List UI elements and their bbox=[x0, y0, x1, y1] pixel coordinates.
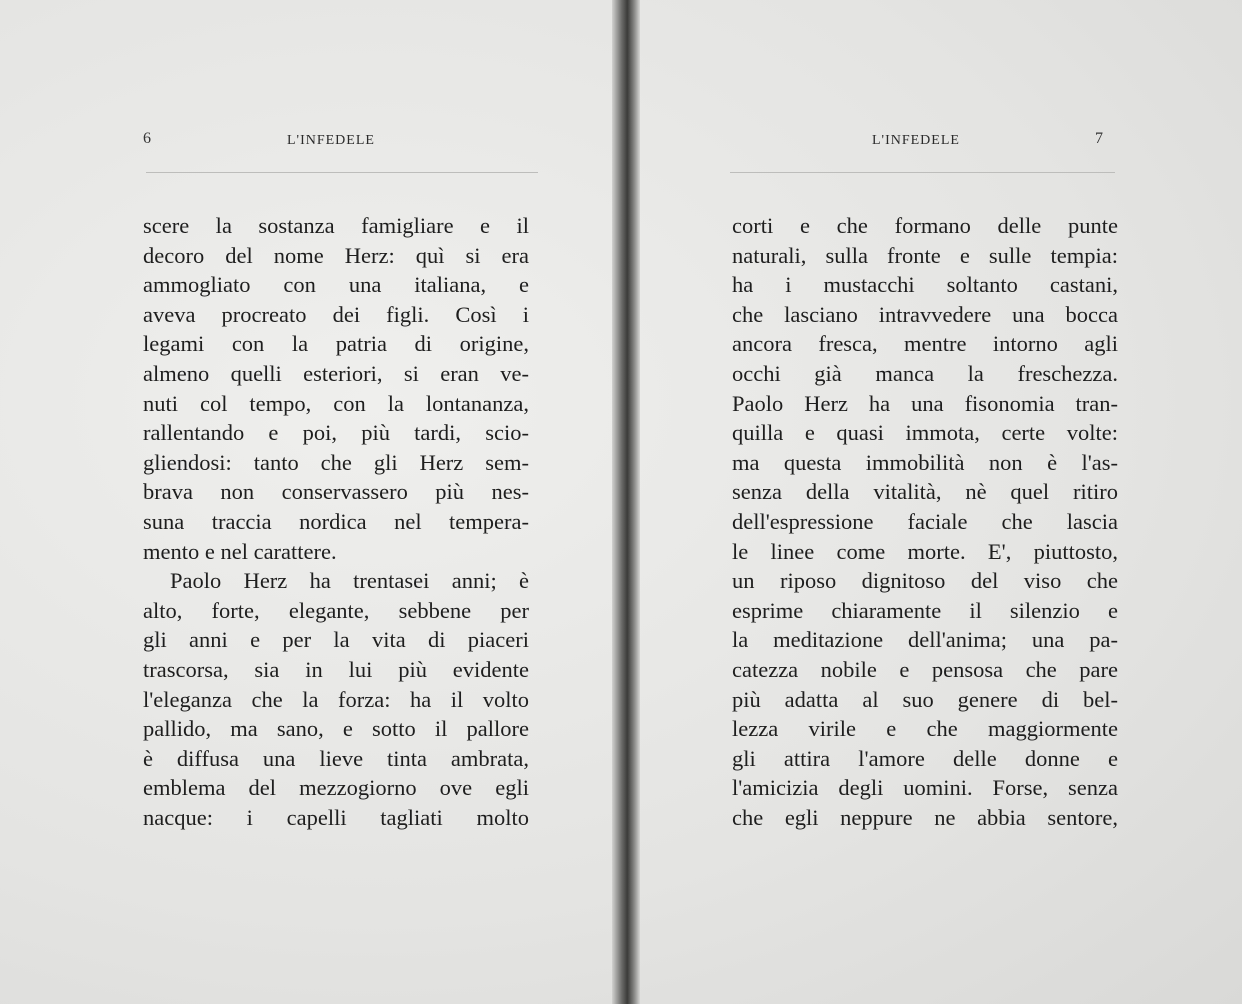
right-page bbox=[640, 0, 1242, 1004]
text-line: ancora fresca, mentre intorno agli bbox=[732, 331, 1118, 357]
text-line: un riposo dignitoso del viso che bbox=[732, 568, 1118, 594]
book-gutter bbox=[612, 0, 640, 1004]
text-line: l'eleganza che la forza: ha il volto bbox=[143, 686, 529, 712]
text-line: almeno quelli esteriori, si eran ve- bbox=[143, 360, 529, 386]
text-line: più adatta al suo genere di bel- bbox=[732, 686, 1118, 712]
text-line: le linee come morte. E', piuttosto, bbox=[732, 538, 1118, 564]
text-line: la meditazione dell'anima; una pa- bbox=[732, 627, 1118, 653]
text-line: è diffusa una lieve tinta ambrata, bbox=[143, 745, 529, 771]
text-line: trascorsa, sia in lui più evidente bbox=[143, 656, 529, 682]
text-line: quilla e quasi immota, certe volte: bbox=[732, 420, 1118, 446]
right-running-head: L'INFEDELE bbox=[872, 133, 960, 148]
text-line: mento e nel carattere. bbox=[143, 538, 337, 564]
text-line: suna traccia nordica nel tempera- bbox=[143, 508, 529, 534]
text-line: catezza nobile e pensosa che pare bbox=[732, 656, 1118, 682]
text-line: che lasciano intravvedere una bocca bbox=[732, 301, 1118, 327]
left-page-number: 6 bbox=[143, 130, 151, 147]
text-line: l'amicizia degli uomini. Forse, senza bbox=[732, 775, 1118, 801]
text-line: corti e che formano delle punte bbox=[732, 213, 1118, 238]
text-line: senza della vitalità, nè quel ritiro bbox=[732, 479, 1118, 505]
text-line: gli attira l'amore delle donne e bbox=[732, 745, 1118, 771]
text-line: ammogliato con una italiana, e bbox=[143, 272, 529, 298]
text-line: gliendosi: tanto che gli Herz sem- bbox=[143, 449, 529, 475]
text-line: aveva procreato dei figli. Così i bbox=[143, 301, 529, 327]
text-line: pallido, ma sano, e sotto il pallore bbox=[143, 716, 529, 742]
text-line: brava non conservassero più nes- bbox=[143, 479, 529, 505]
right-page-number: 7 bbox=[1095, 130, 1103, 147]
text-line: esprime chiaramente il silenzio e bbox=[732, 597, 1118, 623]
text-line: gli anni e per la vita di piaceri bbox=[143, 627, 529, 653]
text-line: ha i mustacchi soltanto castani, bbox=[732, 272, 1118, 298]
text-line: rallentando e poi, più tardi, scio- bbox=[143, 420, 529, 446]
right-header-rule bbox=[730, 172, 1115, 173]
text-line: ma questa immobilità non è l'as- bbox=[732, 449, 1118, 475]
text-line: Paolo Herz ha una fisonomia tran- bbox=[732, 390, 1118, 416]
text-line: legami con la patria di origine, bbox=[143, 331, 529, 357]
text-line: alto, forte, elegante, sebbene per bbox=[143, 597, 529, 623]
text-line: emblema del mezzogiorno ove egli bbox=[143, 775, 529, 801]
left-page bbox=[0, 0, 612, 1004]
text-line: nacque: i capelli tagliati molto bbox=[143, 804, 529, 830]
text-line: scere la sostanza famigliare e il bbox=[143, 213, 529, 238]
left-running-head: L'INFEDELE bbox=[287, 133, 375, 148]
right-body-text bbox=[732, 211, 1118, 832]
left-body-text bbox=[143, 211, 529, 832]
text-line: occhi già manca la freschezza. bbox=[732, 360, 1118, 386]
text-line: lezza virile e che maggiormente bbox=[732, 716, 1118, 742]
text-line: naturali, sulla fronte e sulle tempia: bbox=[732, 242, 1118, 268]
text-line: nuti col tempo, con la lontananza, bbox=[143, 390, 529, 416]
text-line: che egli neppure ne abbia sentore, bbox=[732, 804, 1118, 830]
text-line: dell'espressione faciale che lascia bbox=[732, 508, 1118, 534]
left-header-rule bbox=[146, 172, 538, 173]
text-line: decoro del nome Herz: quì si era bbox=[143, 242, 529, 268]
text-line: Paolo Herz ha trentasei anni; è bbox=[170, 568, 529, 594]
